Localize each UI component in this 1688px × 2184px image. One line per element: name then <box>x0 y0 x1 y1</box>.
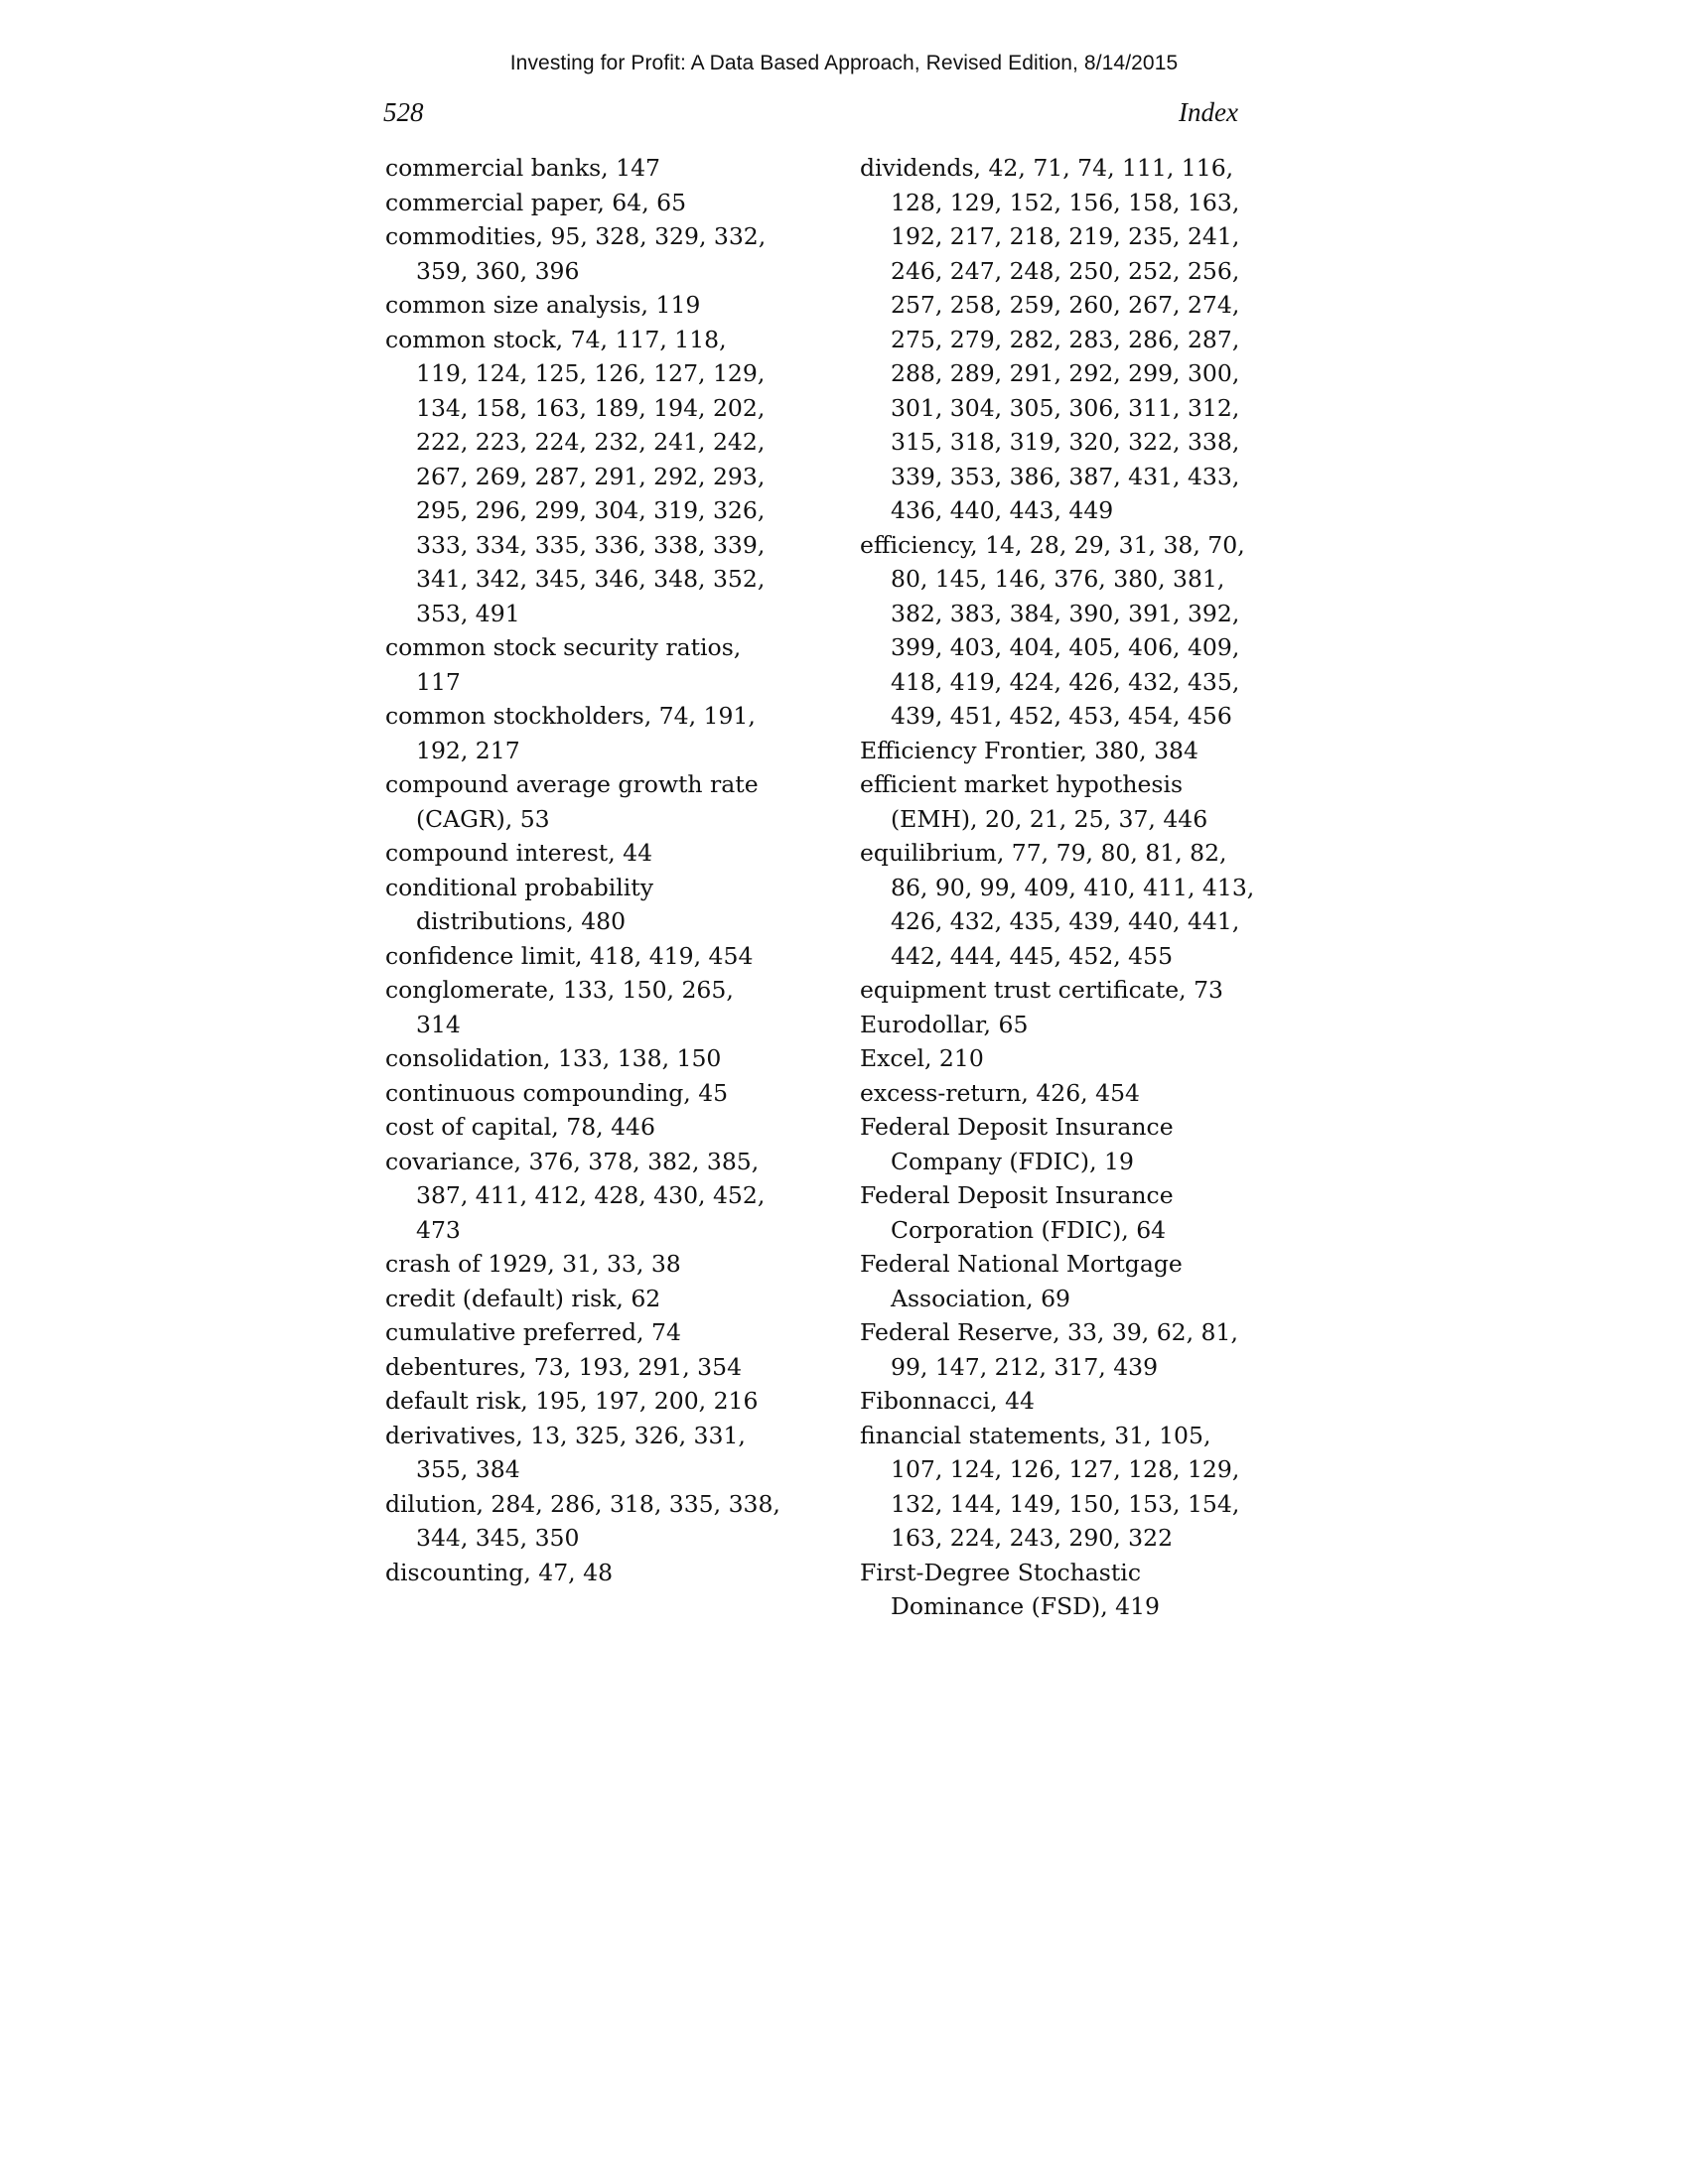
index-entry: cumulative preferred, 74 <box>385 1318 681 1346</box>
index-entry: First-Degree Stochastic Dominance (FSD), 419 <box>860 1558 1160 1620</box>
index-entry: dilution, 284, 286, 318, 335, 338, 344, 345, 350 <box>385 1489 780 1552</box>
index-entry: Federal Reserve, 33, 39, 62, 81, 99, 147, 212, 317, 439 <box>860 1318 1238 1381</box>
running-header: Investing for Profit: A Data Based Approach, Revised Edition, 8/14/2015 <box>509 52 1179 74</box>
index-entry: Excel, 210 <box>860 1044 984 1072</box>
index-entry: common stockholders, 74, 191, 192, 217 <box>385 702 756 764</box>
index-entry: cost of capital, 78, 446 <box>385 1113 655 1141</box>
index-entry: confidence limit, 418, 419, 454 <box>385 941 754 970</box>
index-entry: debentures, 73, 193, 291, 354 <box>385 1352 743 1381</box>
section-title: Index <box>1179 97 1238 127</box>
index-entry: common stock security ratios, 117 <box>385 633 742 696</box>
index-entry: common size analysis, 119 <box>385 291 701 319</box>
index-entry: derivatives, 13, 325, 326, 331, 355, 384 <box>385 1421 746 1483</box>
index-entry: dividends, 42, 71, 74, 111, 116, 128, 129, 152, 156, 158, 163, 192, 217, 218, 219, 235, 241, 246, 247, 248, 250, 252, 256, 257, 258, 259, 260, 267, 274, 275, 279, 282, 283, 286, 287, 288, 289, 291, 292, 299, 300, 301, 304, 305, 306, 311, 312, 315, 318, 319, 320, 322, 338, 339, 353, 386, 387, 431, 433, 436, 440, 443, 449 <box>860 154 1240 524</box>
index-entry: financial statements, 31, 105, 107, 124, 126, 127, 128, 129, 132, 144, 149, 150, 153, 154, 163, 224, 243, 290, 322 <box>860 1421 1240 1552</box>
index-entry: Federal Deposit Insurance Company (FDIC), 19 <box>860 1113 1174 1175</box>
index-entry: common stock, 74, 117, 118, 119, 124, 125, 126, 127, 129, 134, 158, 163, 189, 194, 202, 222, 223, 224, 232, 241, 242, 267, 269, 287, 291, 292, 293, 295, 296, 299, 304, 319, 326, 333, 334, 335, 336, 338, 339, 341, 342, 345, 346, 348, 352, 353, 491 <box>385 325 766 627</box>
index-entry: efficient market hypothesis (EMH), 20, 21, 25, 37, 446 <box>860 770 1208 833</box>
index-entry: compound interest, 44 <box>385 839 653 867</box>
index-entry: equipment trust certificate, 73 <box>860 976 1223 1004</box>
index-left-column <box>385 151 782 1589</box>
index-entry: equilibrium, 77, 79, 80, 81, 82, 86, 90, 99, 409, 410, 411, 413, 426, 432, 435, 439, 440, 441, 442, 444, 445, 452, 455 <box>860 839 1255 970</box>
index-entry: Federal National Mortgage Association, 69 <box>860 1250 1183 1312</box>
index-entry: commodities, 95, 328, 329, 332, 359, 360, 396 <box>385 222 767 285</box>
index-entry: commercial paper, 64, 65 <box>385 188 687 216</box>
index-entry: crash of 1929, 31, 33, 38 <box>385 1250 681 1278</box>
index-entry: Eurodollar, 65 <box>860 1010 1029 1038</box>
index-entry: credit (default) risk, 62 <box>385 1284 661 1312</box>
index-entry: excess-return, 426, 454 <box>860 1078 1140 1107</box>
index-entry: Efficiency Frontier, 380, 384 <box>860 736 1198 764</box>
index-right-column <box>860 151 1257 1624</box>
index-entry: conglomerate, 133, 150, 265, 314 <box>385 976 734 1038</box>
index-entry: consolidation, 133, 138, 150 <box>385 1044 722 1072</box>
index-entry: commercial banks, 147 <box>385 154 660 182</box>
index-entry: discounting, 47, 48 <box>385 1558 614 1586</box>
index-entry: covariance, 376, 378, 382, 385, 387, 411, 412, 428, 430, 452, 473 <box>385 1147 766 1244</box>
index-entry: continuous compounding, 45 <box>385 1078 729 1107</box>
index-entry: conditional probability distributions, 480 <box>385 873 654 935</box>
index-entry: Fibonnacci, 44 <box>860 1387 1035 1415</box>
index-entry: efficiency, 14, 28, 29, 31, 38, 70, 80, 145, 146, 376, 380, 381, 382, 383, 384, 390, 391, 392, 399, 403, 404, 405, 406, 409, 418, 419, 424, 426, 432, 435, 439, 451, 452, 453, 454, 456 <box>860 530 1245 730</box>
index-entry: compound average growth rate (CAGR), 53 <box>385 770 759 833</box>
index-entry: default risk, 195, 197, 200, 216 <box>385 1387 759 1415</box>
page-number: 528 <box>383 97 424 127</box>
index-entry: Federal Deposit Insurance Corporation (FDIC), 64 <box>860 1181 1174 1244</box>
